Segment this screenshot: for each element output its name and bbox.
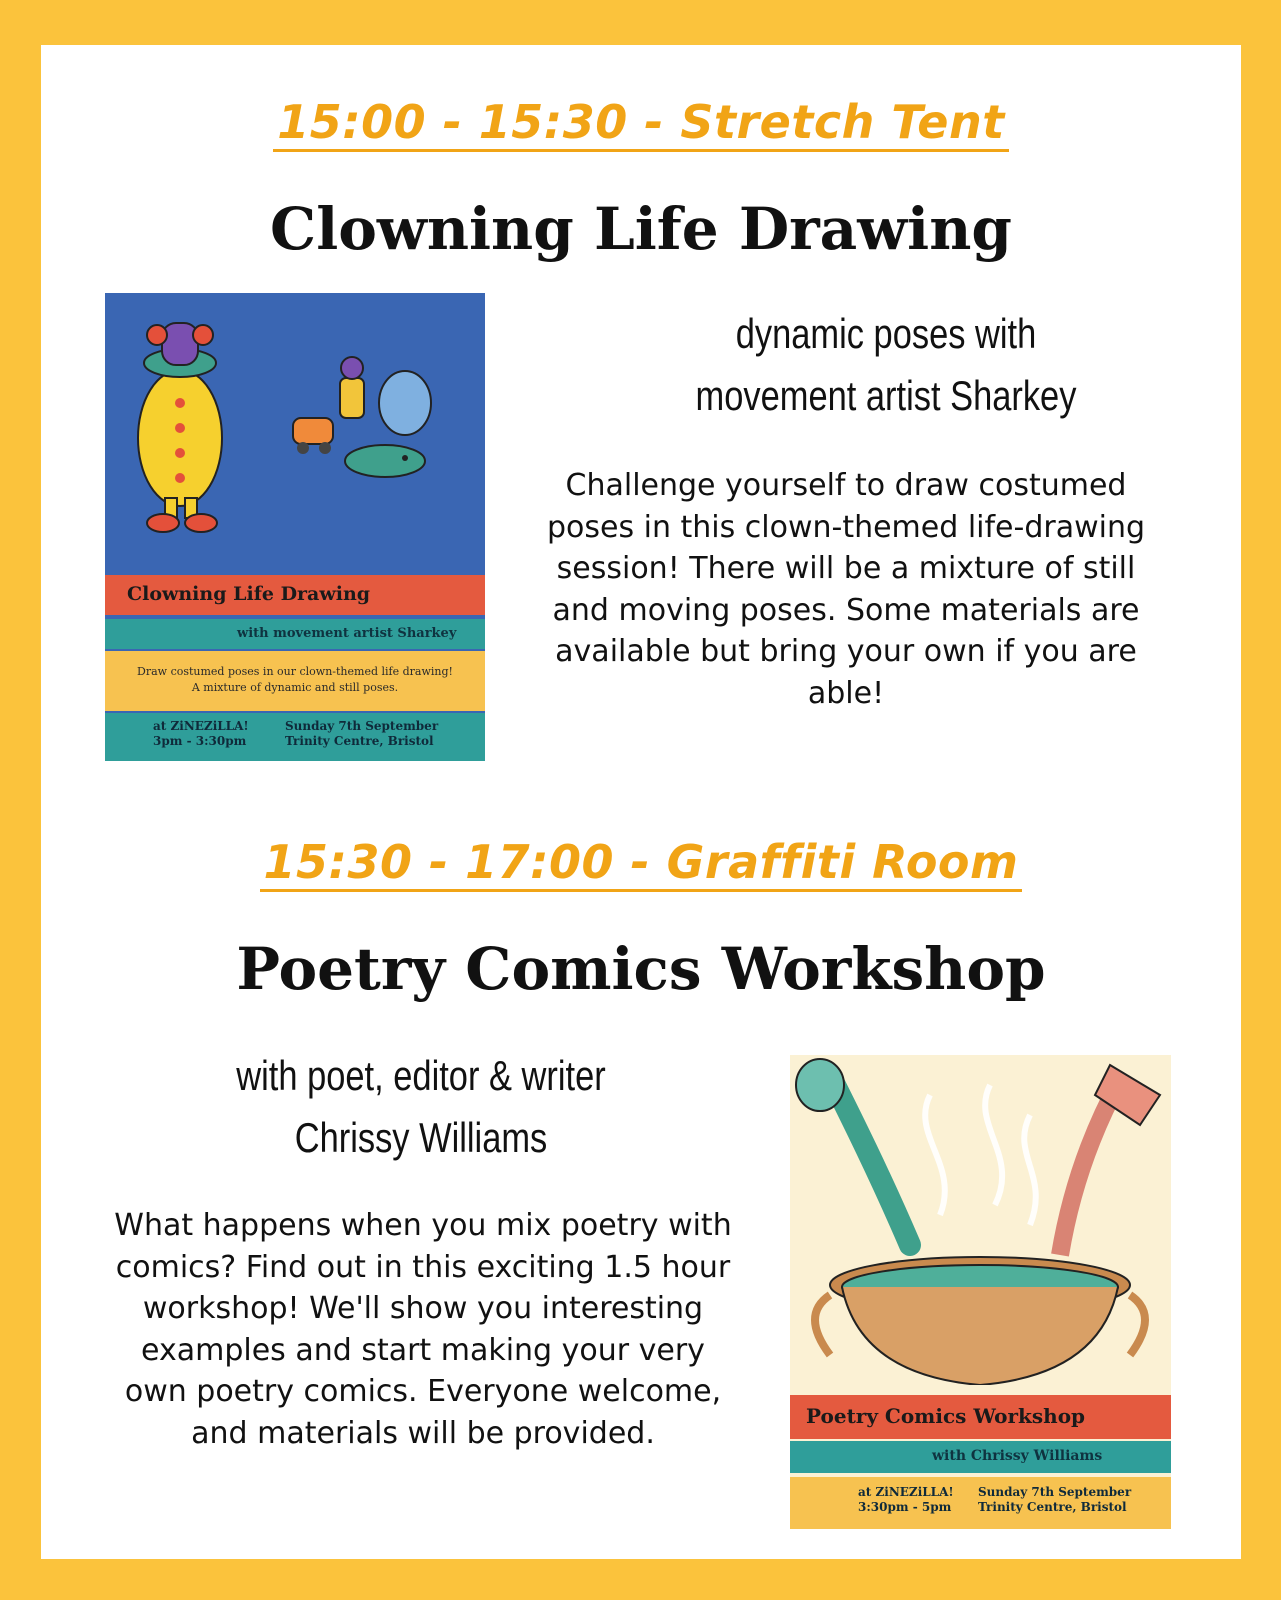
flyer-page <box>41 45 1241 1559</box>
poster-2-venue: at ZiNEZiLLA! 3:30pm - 5pm <box>858 1485 954 1514</box>
event-1-description: Challenge yourself to draw costumed poses in this clown-themed life-drawing session! There will be a mixture of still and moving poses. Some materials are available but bring your own if you are able! <box>546 468 1146 711</box>
poster-1-blurb-1: Draw costumed poses in our clown-themed life drawing! <box>137 665 453 678</box>
event-1-title: Clowning Life Drawing <box>270 195 1012 263</box>
poetry-comics-poster <box>790 1055 1171 1529</box>
event-1-time-location: 15:00 - 15:30 - Stretch Tent <box>41 95 1241 149</box>
event-1-subtitle: dynamic poses with movement artist Sharkey <box>695 310 1077 419</box>
poster-1-blurb-2: A mixture of dynamic and still poses. <box>191 681 399 694</box>
event-2-subtitle: with poet, editor & writer Chrissy Williams <box>236 1052 606 1161</box>
poster-2-subtitle: with Chrissy Williams <box>932 1448 1103 1464</box>
poster-2-title: Poetry Comics Workshop <box>806 1404 1086 1428</box>
poster-1-title: Clowning Life Drawing <box>127 583 371 605</box>
poster-1-subtitle: with movement artist Sharkey <box>237 626 457 641</box>
event-2-description: What happens when you mix poetry with comics? Find out in this exciting 1.5 hour workshop! We'll show you interesting examples and start making your very own poetry comics. Everyone welcome, and materials will be provided. <box>114 1208 732 1451</box>
clown-illustration <box>105 293 485 573</box>
cauldron-illustration <box>790 1055 1171 1385</box>
event-2-time-location: 15:30 - 17:00 - Graffiti Room <box>41 835 1241 889</box>
poster-1-venue: at ZiNEZiLLA! 3pm - 3:30pm <box>153 719 249 748</box>
poster-1-date: Sunday 7th September Trinity Centre, Bristol <box>285 719 439 748</box>
event-2-title: Poetry Comics Workshop <box>236 935 1046 1003</box>
poster-2-date: Sunday 7th September Trinity Centre, Bristol <box>978 1485 1132 1514</box>
clowning-poster <box>105 293 485 761</box>
